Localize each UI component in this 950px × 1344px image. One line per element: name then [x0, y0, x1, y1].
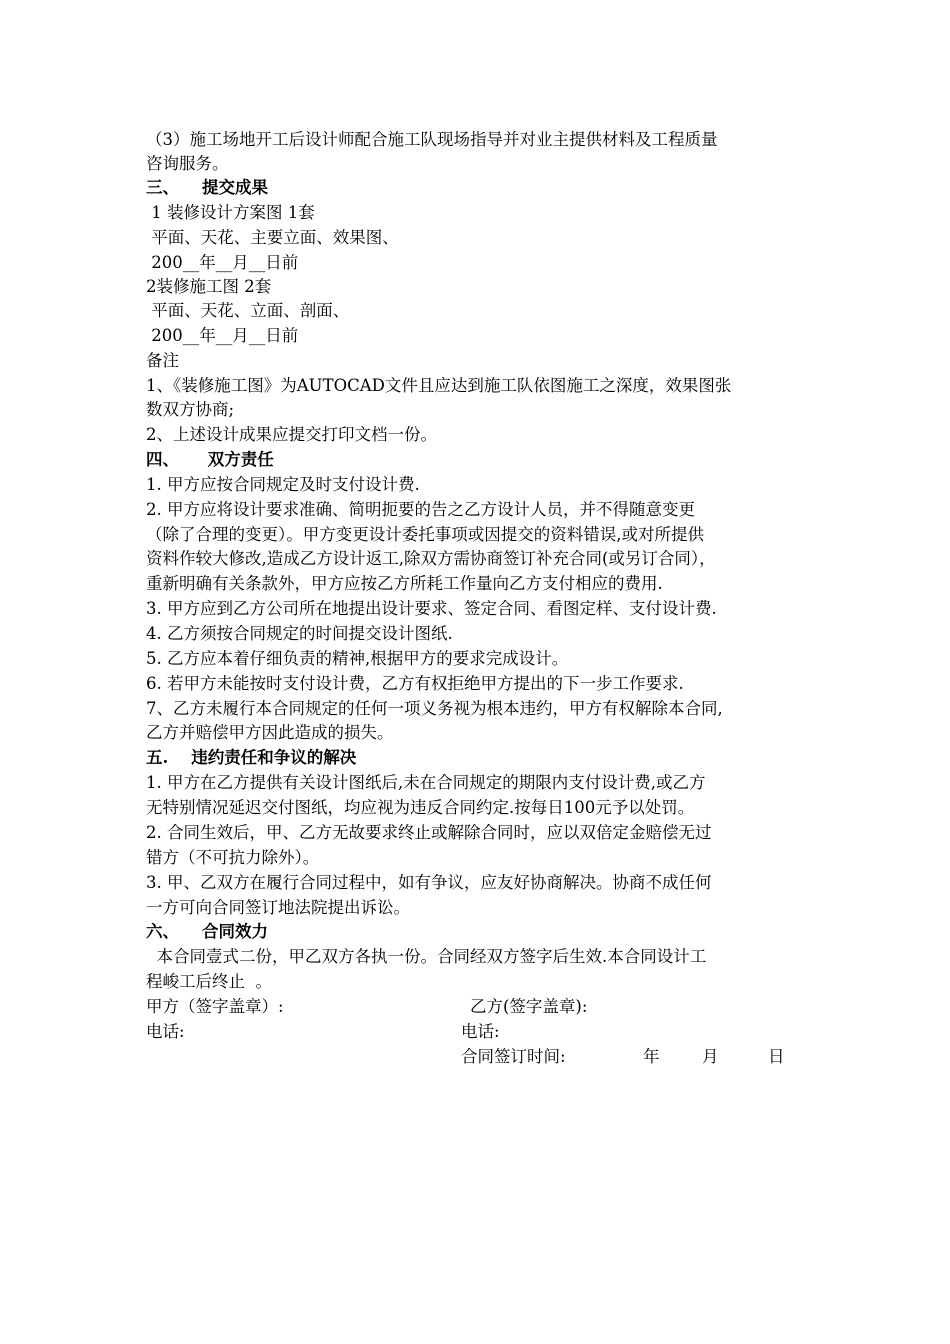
party-a-signature: 甲方（签字盖章）: — [146, 997, 284, 1016]
breach-2-line-2: 错方（不可抗力除外）。 — [146, 848, 320, 867]
sign-month: 月 — [702, 1047, 719, 1066]
remarks-heading: 备注 — [146, 351, 179, 370]
duty-2-line-2: （除了合理的变更）。甲方变更设计委托事项或因提交的资料错误,或对所提供 — [146, 525, 704, 544]
validity-line-1: 本合同壹式二份，甲乙双方各执一份。合同经双方签字后生效.本合同设计工 — [146, 947, 707, 966]
section-3-heading: 三、 提交成果 — [146, 178, 268, 197]
remark-1-line-1: 1、《装修施工图》为AUTOCAD文件且应达到施工队依图施工之深度，效果图张 — [146, 376, 732, 395]
remark-2: 2、上述设计成果应提交打印文档一份。 — [146, 425, 437, 444]
deliverable-1: 1 装修设计方案图 1套 — [146, 203, 315, 222]
duty-4: 4. 乙方须按合同规定的时间提交设计图纸. — [146, 624, 453, 643]
section-5-heading: 五. 违约责任和争议的解决 — [146, 748, 357, 767]
clause-3-3-line-1: （3）施工场地开工后设计师配合施工队现场指导并对业主提供材料及工程质量 — [146, 130, 718, 149]
duty-3: 3. 甲方应到乙方公司所在地提出设计要求、签定合同、看图定样、支付设计费. — [146, 599, 717, 618]
party-b-phone: 电话: — [461, 1022, 500, 1041]
duty-7-line-1: 7、乙方未履行本合同规定的任何一项义务视为根本违约，甲方有权解除本合同, — [146, 699, 723, 718]
deliverable-2: 2装修施工图 2套 — [146, 277, 272, 296]
party-b-signature: 乙方(签字盖章): — [470, 997, 588, 1016]
duty-2-line-3: 资料作较大修改,造成乙方设计返工,除双方需协商签订补充合同(或另订合同）， — [146, 549, 716, 568]
duty-2-line-1: 2. 甲方应将设计要求准确、简明扼要的告之乙方设计人员，并不得随意变更 — [146, 500, 695, 519]
deliverable-2-content: 平面、天花、立面、剖面、 — [146, 301, 350, 320]
breach-1-line-2: 无特别情况延迟交付图纸，均应视为违反合同约定.按每日100元予以处罚。 — [146, 798, 695, 817]
deliverable-1-date: 200__年__月__日前 — [146, 253, 299, 272]
duty-2-line-4: 重新明确有关条款外，甲方应按乙方所耗工作量向乙方支付相应的费用. — [146, 574, 663, 593]
sign-time-label: 合同签订时间: — [461, 1047, 566, 1066]
clause-3-3-line-2: 咨询服务。 — [146, 154, 229, 173]
deliverable-2-date: 200__年__月__日前 — [146, 326, 299, 345]
sign-year: 年 — [643, 1047, 660, 1066]
deliverable-1-content: 平面、天花、主要立面、效果图、 — [146, 228, 399, 247]
duty-1: 1. 甲方应按合同规定及时支付设计费. — [146, 475, 420, 494]
remark-1-line-2: 数双方协商; — [146, 400, 235, 419]
sign-day: 日 — [768, 1047, 785, 1066]
breach-2-line-1: 2. 合同生效后，甲、乙方无故要求终止或解除合同时，应以双倍定金赔偿无过 — [146, 823, 712, 842]
section-6-heading: 六、 合同效力 — [146, 922, 268, 941]
breach-1-line-1: 1. 甲方在乙方提供有关设计图纸后,未在合同规定的期限内支付设计费,或乙方 — [146, 773, 706, 792]
duty-5: 5. 乙方应本着仔细负责的精神,根据甲方的要求完成设计。 — [146, 649, 569, 668]
validity-line-2: 程峻工后终止 。 — [146, 972, 272, 991]
section-4-heading: 四、 双方责任 — [146, 450, 274, 469]
breach-3-line-1: 3. 甲、乙双方在履行合同过程中，如有争议，应友好协商解决。协商不成任何 — [146, 873, 712, 892]
duty-7-line-2: 乙方并赔偿甲方因此造成的损失。 — [146, 723, 394, 742]
breach-3-line-2: 一方可向合同签订地法院提出诉讼。 — [146, 898, 410, 917]
party-a-phone: 电话: — [146, 1022, 185, 1041]
duty-6: 6. 若甲方未能按时支付设计费，乙方有权拒绝甲方提出的下一步工作要求. — [146, 674, 684, 693]
